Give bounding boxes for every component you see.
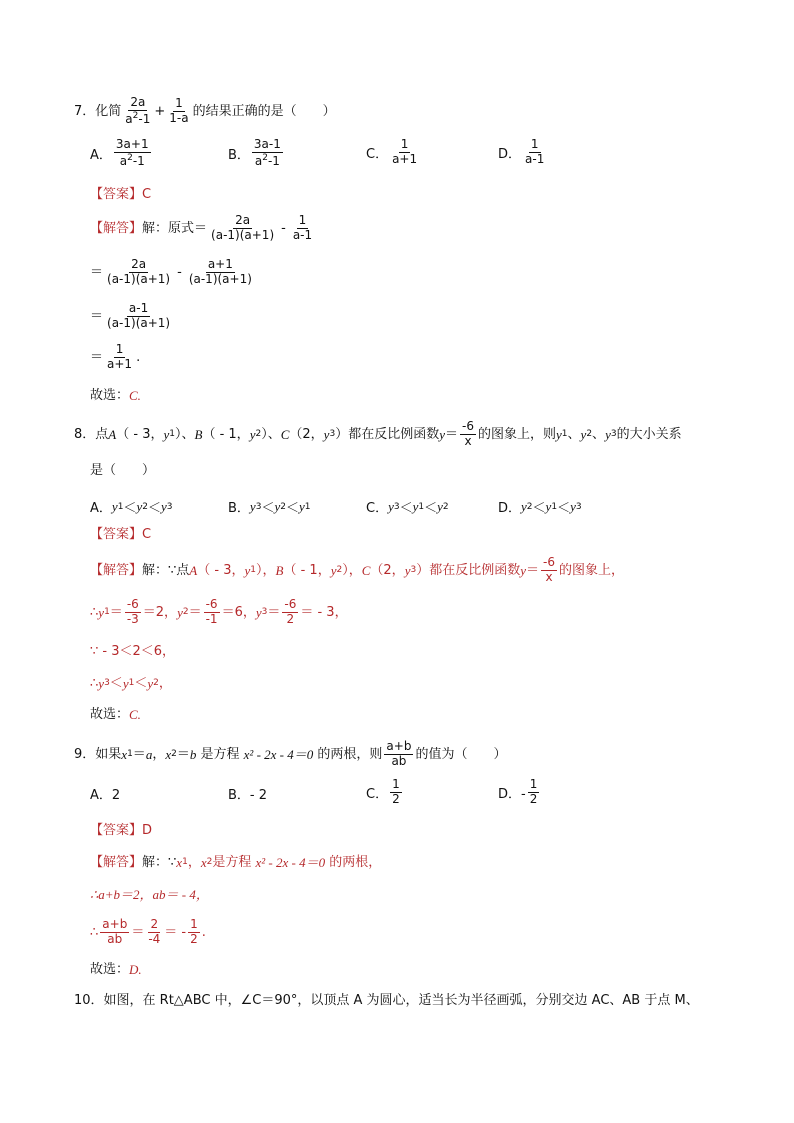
q8-stem-line2: 是（ ） <box>90 463 156 478</box>
q9-stem: 9．如果 x 1 ＝ a ， x 2 ＝ b 是方程 x² - 2x - 4＝0 的两根，则 $\frac{a+b}{ab}$ 的值为（ ） <box>74 739 507 768</box>
q8-pick: 故选： C. <box>90 707 141 722</box>
q8-stem: 8．点 A （ - 3， y 1 ）、 B （ - 1， y 2 ）、 C （2， y 3 ） 都在反比例函数 y ＝ $\frac{-6}{x}$ 的图象上，则 y 1 、 y 2 、 y 3 的大小关系 <box>74 419 682 448</box>
q7-solution-4: ＝ $\frac{1}{a+1}$ . <box>90 342 141 371</box>
q7-solution-3: ＝ $\frac{a-1}{(a-1)(a+1)}$ <box>90 301 171 330</box>
q7-frac-b: $\frac{1}{1-a}$ <box>169 96 189 125</box>
q7-option-c: C． $\frac{1}{a+1}$ <box>366 137 418 166</box>
q7-option-b: B． $\frac{3a-1}{a^2-1}$ <box>228 137 281 168</box>
q7-prefix: 7．化简 <box>74 103 122 119</box>
q9-solution-3: ∴ $\frac{a+b}{ab}$ ＝ $\frac{2}{-4}$ ＝ - $\frac{1}{2}$ . <box>90 917 206 946</box>
q9-solution-2: ∴a+b＝2，ab＝ - 4， <box>90 887 209 902</box>
q8-option-d: D． y 2 ＜ y 1 ＜ y 3 <box>498 498 582 516</box>
q7-stem <box>74 96 336 127</box>
q9-answer: 【答案】D <box>90 823 153 838</box>
q7-option-a: A． $\frac{3a+1}{a^2-1}$ <box>90 137 149 168</box>
q7-solution-1: 【解答】 解：原式＝ $\frac{2a}{(a-1)(a+1)}$ - $\frac{1}{a-1}$ <box>90 213 313 242</box>
q8-solution-3: ∵ - 3＜2＜6， <box>90 644 176 659</box>
q7-frac-a: $\frac{2a}{a^2-1}$ <box>125 95 151 126</box>
q8-solution-4: ∴ y 3 ＜ y 1 ＜ y 2 ， <box>90 676 172 691</box>
q9-solution-1: 【解答】 解：∵ x 1 ， x 2 是方程 x² - 2x - 4＝0 的两根， <box>90 855 382 870</box>
q8-solution-1: 【解答】 解：∵点 A （ - 3， y 1 ）， B （ - 1， y 2 ）， C （2， y 3 ） 都在反比例函数 y ＝ $\frac{-6}{x}$ 的图象上， <box>90 555 625 584</box>
q7-solution-2: ＝ $\frac{2a}{(a-1)(a+1)}$ - $\frac{a+1}{(a-1)(a+1)}$ <box>90 257 252 286</box>
q8-option-c: C． y 3 ＜ y 1 ＜ y 2 <box>366 498 449 516</box>
q8-option-b: B． y 3 ＜ y 2 ＜ y 1 <box>228 498 311 516</box>
q9-pick: 故选： D. <box>90 962 142 977</box>
q9-option-a: A．2 <box>90 788 121 803</box>
q9-option-b: B．- 2 <box>228 788 268 803</box>
q8-answer: 【答案】C <box>90 527 152 542</box>
q9-option-c: C． $\frac{1}{2}$ <box>366 777 400 806</box>
q7-option-d: D． $\frac{1}{a-1}$ <box>498 137 545 166</box>
q8-option-a: A． y 1 ＜ y 2 ＜ y 3 <box>90 498 173 516</box>
q7-plus: + <box>154 103 166 119</box>
q7-answer: 【答案】C <box>90 187 152 202</box>
q8-solution-2: ∴ y 1 ＝ $\frac{-6}{-3}$ ＝2， y 2 ＝ $\frac{-6}{-1}$ ＝6， y 3 ＝ $\frac{-6}{2}$ ＝ - 3， <box>90 597 348 626</box>
q10-stem: 10．如图，在 Rt△ABC 中，∠C＝90°，以顶点 A 为圆心，适当长为半径画弧，分别交边 AC、AB 于点 M、 <box>74 993 699 1008</box>
q9-option-d: D．- $\frac{1}{2}$ <box>498 777 538 806</box>
q7-pick: 故选： C. <box>90 388 141 403</box>
q7-suffix: 的结果正确的是（ ） <box>192 103 336 119</box>
q7-frac-a-den: $a^2-1$ <box>125 110 151 126</box>
